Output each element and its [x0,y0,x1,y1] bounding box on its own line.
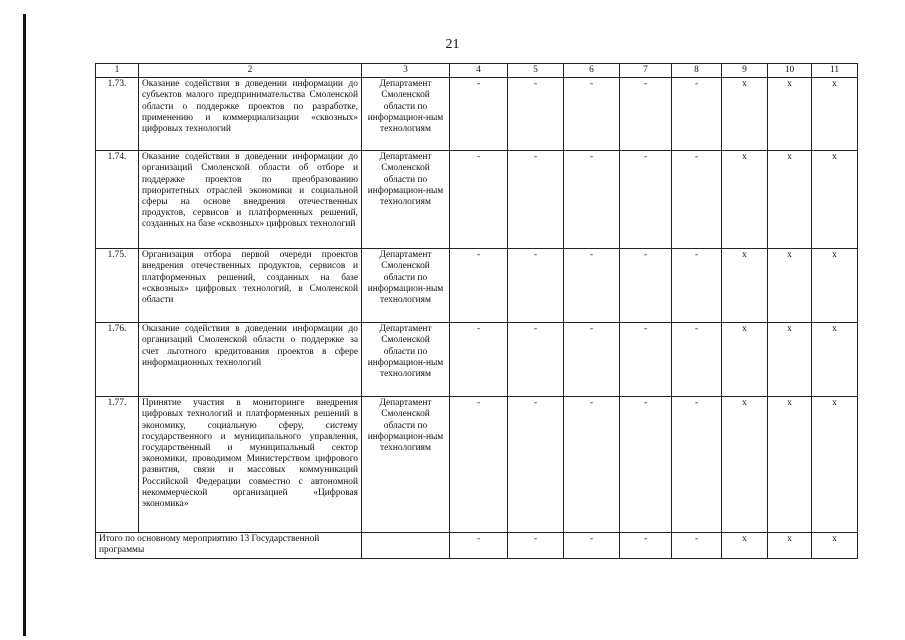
header-cell: 9 [722,64,768,78]
header-cell: 8 [672,64,722,78]
value-cell: - [672,151,722,249]
page-number: 21 [445,37,460,52]
value-cell: - [564,78,620,151]
value-cell: - [564,151,620,249]
header-cell: 11 [812,64,858,78]
total-label: Итого по основному мероприятию 13 Государственной программы [96,533,362,559]
activity-text: Принятие участия в мониторинге внедрения цифровых технологий и платформенных решений в экономику, социальную сферу, систему государственного и муниципального управления, государственный и муниципальный сектор экономики, проводимом Министерством цифрового развития, связи и массовых коммуникаций Российской Федерации совместно с автономной некоммерческой организацией «Цифровая экономика» [139,397,362,533]
row-number: 1.73. [96,78,139,151]
row-number: 1.76. [96,323,139,397]
table-row [96,249,858,323]
responsible-department: Департамент Смоленской области по информацион-ным технологиям [362,397,450,533]
row-number: 1.74. [96,151,139,249]
total-dept-empty [362,533,450,559]
value-cell: х [722,249,768,323]
responsible-department: Департамент Смоленской области по информацион-ным технологиям [362,78,450,151]
table-row [96,323,858,397]
header-cell: 7 [620,64,672,78]
header-cell: 3 [362,64,450,78]
activity-text: Оказание содействия в доведении информации до организаций Смоленской области об отборе и поддержке проектов по преобразованию приоритетных отраслей экономики и социальной сферы на основе внедрения отечественных продуктов, сервисов и платформенных решений, созданных на базе «сквозных» цифровых технологий [139,151,362,249]
value-cell: х [768,249,812,323]
value-cell: х [812,151,858,249]
value-cell: - [450,78,508,151]
total-value-cell: - [450,533,508,559]
value-cell: - [564,249,620,323]
table-row [96,151,858,249]
activity-text: Оказание содействия в доведении информации до организаций Смоленской области о поддержке за счет льготного кредитования проектов в сфере информационных технологий [139,323,362,397]
value-cell: - [620,249,672,323]
value-cell: - [508,323,564,397]
value-cell: х [768,151,812,249]
value-cell: - [508,78,564,151]
total-value-cell: - [672,533,722,559]
program-table [95,63,858,559]
header-cell: 5 [508,64,564,78]
header-cell: 1 [96,64,139,78]
total-value-cell: - [508,533,564,559]
value-cell: - [672,78,722,151]
total-row [96,533,858,559]
value-cell: х [768,323,812,397]
total-value-cell: х [812,533,858,559]
value-cell: х [812,323,858,397]
header-row [96,64,858,78]
value-cell: - [620,78,672,151]
total-value-cell: х [722,533,768,559]
row-number: 1.77. [96,397,139,533]
value-cell: х [812,397,858,533]
header-cell: 2 [139,64,362,78]
value-cell: - [672,249,722,323]
table-row [96,397,858,533]
row-number: 1.75. [96,249,139,323]
total-value-cell: - [620,533,672,559]
header-cell: 10 [768,64,812,78]
responsible-department: Департамент Смоленской области по информацион-ным технологиям [362,323,450,397]
value-cell: - [564,323,620,397]
responsible-department: Департамент Смоленской области по информацион-ным технологиям [362,151,450,249]
value-cell: х [768,78,812,151]
value-cell: - [450,397,508,533]
header-cell: 6 [564,64,620,78]
value-cell: - [450,323,508,397]
total-value-cell: х [768,533,812,559]
value-cell: х [722,78,768,151]
value-cell: - [672,397,722,533]
value-cell: х [812,249,858,323]
header-cell: 4 [450,64,508,78]
value-cell: - [620,151,672,249]
table-row [96,78,858,151]
value-cell: х [812,78,858,151]
value-cell: - [508,151,564,249]
value-cell: - [564,397,620,533]
value-cell: х [722,323,768,397]
value-cell: - [620,397,672,533]
activity-text: Организация отбора первой очереди проектов внедрения отечественных продуктов, сервисов и платформенных решений, созданных на базе «сквозных» цифровых технологий, в Смоленской области [139,249,362,323]
value-cell: х [722,151,768,249]
left-margin-bar [23,14,26,636]
value-cell: - [508,397,564,533]
value-cell: - [450,151,508,249]
responsible-department: Департамент Смоленской области по информацион-ным технологиям [362,249,450,323]
value-cell: х [768,397,812,533]
value-cell: - [450,249,508,323]
activity-text: Оказание содействия в доведении информации до субъектов малого предпринимательства Смоленской области о поддержке проектов по разработке, применению и коммерциализации «сквозных» цифровых технологий [139,78,362,151]
value-cell: - [508,249,564,323]
value-cell: х [722,397,768,533]
value-cell: - [672,323,722,397]
total-value-cell: - [564,533,620,559]
value-cell: - [620,323,672,397]
